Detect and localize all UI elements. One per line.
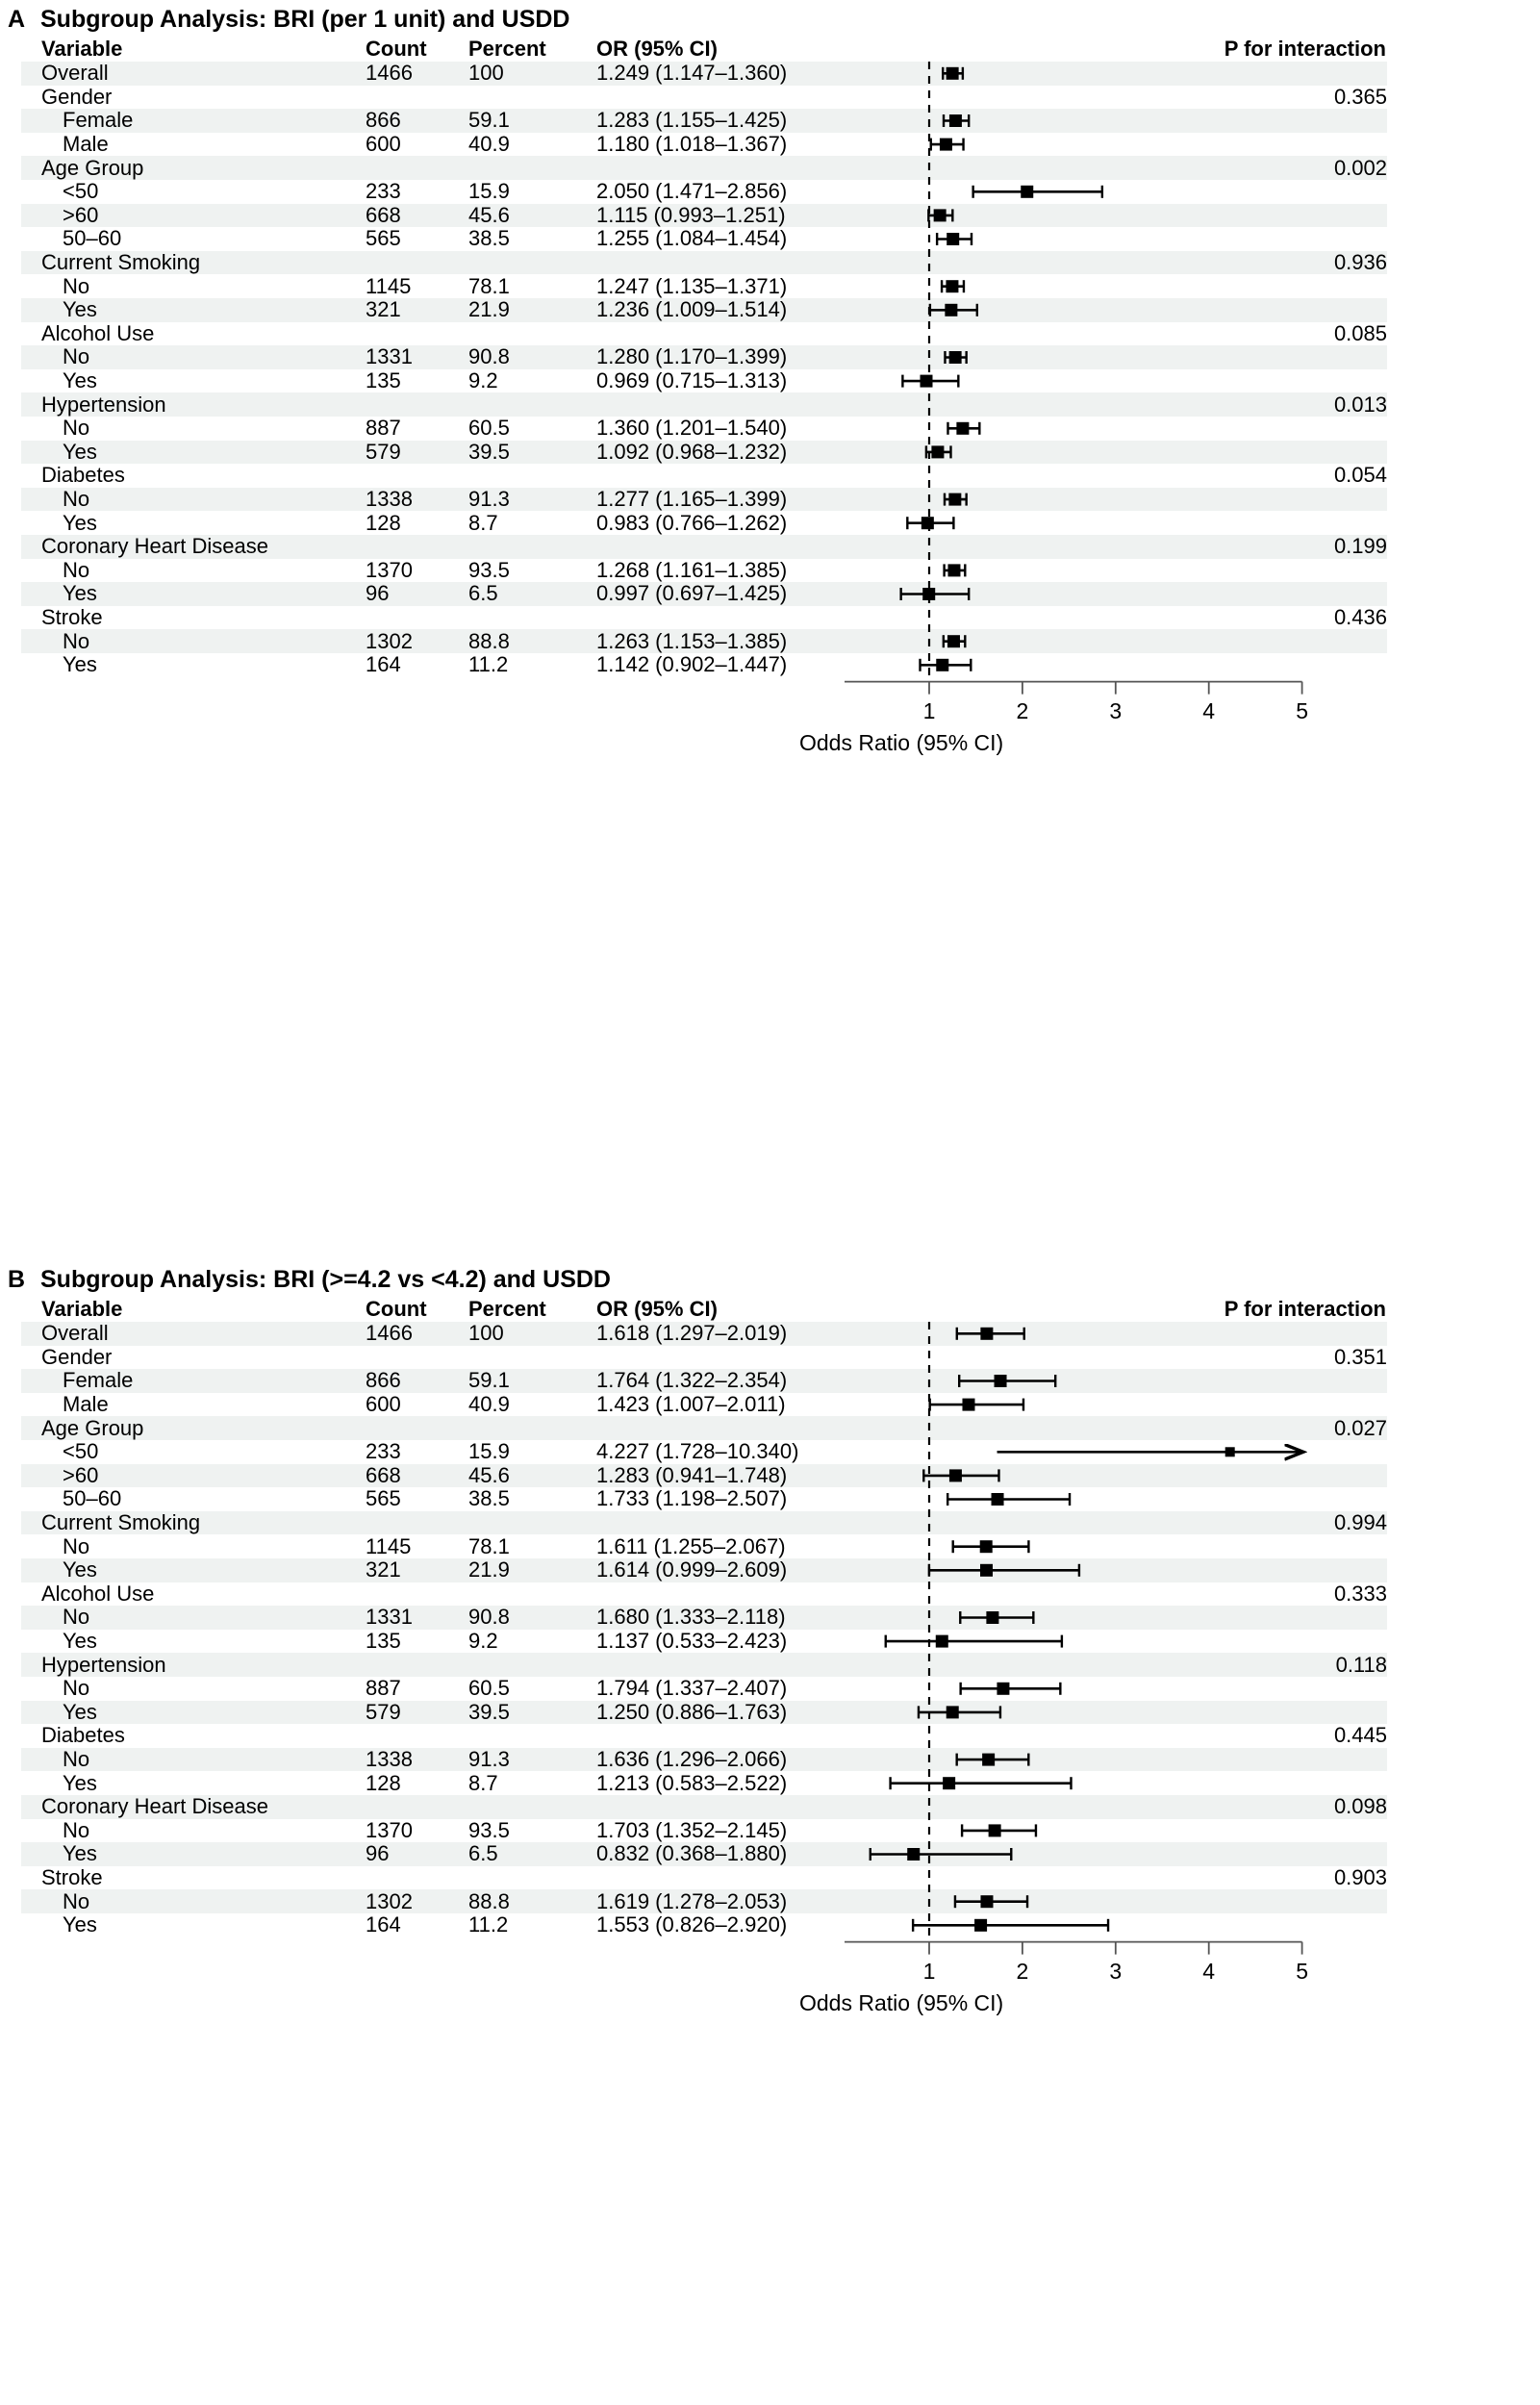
row-or-text: 1.255 (1.084–1.454) (596, 226, 788, 251)
row-label: Male (63, 132, 109, 157)
row-label: No (63, 1533, 90, 1558)
axis-title: Odds Ratio (95% CI) (799, 1989, 1004, 2015)
row-count: 866 (366, 108, 401, 133)
row-label: Female (63, 108, 134, 133)
row-count: 128 (366, 1770, 401, 1795)
row-or-text: 1.213 (0.583–2.522) (596, 1770, 788, 1795)
table-row (21, 298, 1387, 322)
table-row (21, 629, 1387, 653)
row-count: 600 (366, 1392, 401, 1417)
row-p-interaction: 0.002 (1333, 155, 1387, 180)
row-count: 668 (366, 1462, 401, 1487)
axis-tick-label: 2 (1016, 1958, 1029, 1984)
row-or-text: 1.619 (1.278–2.053) (596, 1888, 788, 1913)
row-count: 866 (366, 1368, 401, 1393)
row-label: Current Smoking (41, 250, 201, 275)
subgroup-header-row (21, 535, 1387, 559)
panel-a-title: Subgroup Analysis: BRI (per 1 unit) and USDD (40, 6, 570, 33)
axis-tick-label: 5 (1296, 697, 1308, 723)
row-or-text: 1.618 (1.297–2.019) (596, 1321, 788, 1346)
table-row (21, 1748, 1387, 1772)
axis-tick-label: 3 (1109, 1958, 1123, 1984)
subgroup-header-row (21, 392, 1387, 417)
table-row (21, 1889, 1387, 1913)
row-percent: 11.2 (468, 652, 509, 677)
table-row (21, 227, 1387, 251)
row-p-interaction: 0.333 (1333, 1581, 1387, 1606)
axis-tick-label: 5 (1296, 1958, 1308, 1984)
row-count: 135 (366, 368, 401, 393)
row-count: 1370 (366, 1817, 413, 1842)
table-row (21, 488, 1387, 512)
row-label: Yes (63, 1841, 97, 1866)
row-label: Overall (41, 61, 109, 86)
table-row (21, 274, 1387, 298)
row-percent: 78.1 (468, 1533, 510, 1558)
row-p-interaction: 0.199 (1333, 534, 1387, 559)
row-or-text: 4.227 (1.728–10.340) (596, 1439, 799, 1464)
row-label: Stroke (41, 1865, 103, 1890)
table-row (21, 345, 1387, 369)
row-or-text: 1.283 (0.941–1.748) (596, 1462, 788, 1487)
row-percent: 91.3 (468, 1747, 510, 1772)
row-label: No (63, 1888, 90, 1913)
row-percent: 15.9 (468, 179, 510, 204)
row-or-text: 1.137 (0.533–2.423) (596, 1629, 788, 1654)
row-label: Gender (41, 84, 113, 109)
row-percent: 40.9 (468, 1392, 510, 1417)
row-percent: 90.8 (468, 1605, 510, 1630)
row-or-text: 1.115 (0.993–1.251) (596, 202, 786, 227)
subgroup-header-row (21, 1724, 1387, 1748)
row-or-text: 1.680 (1.333–2.118) (596, 1605, 786, 1630)
row-count: 321 (366, 297, 401, 322)
row-label: Yes (63, 581, 97, 606)
table-row (21, 1534, 1387, 1558)
row-or-text: 1.794 (1.337–2.407) (596, 1676, 788, 1701)
row-percent: 60.5 (468, 1676, 510, 1701)
row-label: 50–60 (63, 1486, 122, 1511)
subgroup-header-row (21, 1795, 1387, 1819)
row-percent: 11.2 (468, 1912, 509, 1937)
row-percent: 21.9 (468, 1557, 510, 1582)
row-count: 1370 (366, 557, 413, 582)
row-percent: 100 (468, 1321, 504, 1346)
row-label: No (63, 1676, 90, 1701)
row-percent: 45.6 (468, 1462, 510, 1487)
row-percent: 100 (468, 61, 504, 86)
row-count: 565 (366, 1486, 401, 1511)
table-row (21, 1558, 1387, 1582)
table-row (21, 1771, 1387, 1795)
table-row (21, 511, 1387, 535)
row-percent: 93.5 (468, 557, 510, 582)
row-label: Yes (63, 652, 97, 677)
row-label: No (63, 1817, 90, 1842)
axis-tick-label: 4 (1202, 697, 1216, 723)
row-label: Alcohol Use (41, 1581, 155, 1606)
axis-tick-label: 3 (1109, 697, 1123, 723)
row-count: 668 (366, 202, 401, 227)
table-row (21, 1393, 1387, 1417)
row-count: 321 (366, 1557, 401, 1582)
row-or-text: 1.092 (0.968–1.232) (596, 439, 788, 464)
row-p-interaction: 0.054 (1333, 463, 1387, 488)
row-count: 164 (366, 652, 401, 677)
row-label: Current Smoking (41, 1510, 201, 1535)
row-label: No (63, 1747, 90, 1772)
row-count: 96 (366, 581, 390, 606)
row-count: 233 (366, 179, 401, 204)
axis-tick-label: 2 (1016, 697, 1029, 723)
row-label: Male (63, 1392, 109, 1417)
row-p-interaction: 0.085 (1333, 320, 1387, 345)
subgroup-header-row (21, 156, 1387, 180)
row-percent: 8.7 (468, 510, 498, 535)
row-p-interaction: 0.903 (1333, 1865, 1387, 1890)
subgroup-header-row (21, 1416, 1387, 1440)
row-or-text: 0.969 (0.715–1.313) (596, 368, 788, 393)
row-label: Age Group (41, 155, 144, 180)
row-percent: 78.1 (468, 273, 510, 298)
row-percent: 9.2 (468, 368, 498, 393)
row-or-text: 2.050 (1.471–2.856) (596, 179, 788, 204)
row-p-interaction: 0.118 (1335, 1652, 1387, 1677)
row-percent: 38.5 (468, 226, 510, 251)
row-label: No (63, 273, 90, 298)
column-header-percent: Percent (468, 1297, 546, 1321)
row-or-text: 1.553 (0.826–2.920) (596, 1912, 788, 1937)
row-percent: 21.9 (468, 297, 510, 322)
row-count: 1145 (366, 273, 412, 298)
table-row (21, 1630, 1387, 1654)
subgroup-header-row (21, 1346, 1387, 1370)
column-header-or: OR (95% CI) (596, 1297, 718, 1321)
table-row (21, 180, 1387, 204)
row-p-interaction: 0.365 (1333, 84, 1387, 109)
table-row (21, 417, 1387, 441)
subgroup-header-row (21, 1511, 1387, 1535)
row-count: 579 (366, 439, 401, 464)
row-percent: 88.8 (468, 628, 510, 653)
row-percent: 39.5 (468, 1699, 510, 1724)
table-row (21, 559, 1387, 583)
row-percent: 60.5 (468, 416, 510, 441)
row-count: 1302 (366, 1888, 413, 1913)
row-label: Yes (63, 297, 97, 322)
subgroup-header-row (21, 606, 1387, 630)
row-count: 1466 (366, 61, 413, 86)
table-row (21, 1606, 1387, 1630)
table-row (21, 441, 1387, 465)
subgroup-header-row (21, 1582, 1387, 1607)
row-or-text: 1.636 (1.296–2.066) (596, 1747, 788, 1772)
row-or-text: 0.832 (0.368–1.880) (596, 1841, 788, 1866)
row-label: Yes (63, 1557, 97, 1582)
row-or-text: 1.180 (1.018–1.367) (596, 132, 788, 157)
row-count: 1145 (366, 1533, 412, 1558)
row-label: Coronary Heart Disease (41, 1794, 268, 1819)
subgroup-header-row (21, 1866, 1387, 1890)
table-row (21, 204, 1387, 228)
table-row (21, 653, 1387, 677)
row-percent: 93.5 (468, 1817, 510, 1842)
row-label: >60 (63, 202, 99, 227)
row-or-text: 1.263 (1.153–1.385) (596, 628, 788, 653)
row-or-text: 1.277 (1.165–1.399) (596, 487, 788, 512)
row-count: 600 (366, 132, 401, 157)
row-or-text: 1.250 (0.886–1.763) (596, 1699, 788, 1724)
table-row (21, 582, 1387, 606)
panel-a-letter: A (8, 6, 26, 33)
table-row (21, 1487, 1387, 1511)
table-row (21, 133, 1387, 157)
row-or-text: 1.611 (1.255–2.067) (596, 1533, 786, 1558)
row-count: 1466 (366, 1321, 413, 1346)
row-or-text: 1.247 (1.135–1.371) (596, 273, 788, 298)
row-percent: 40.9 (468, 132, 510, 157)
row-or-text: 1.614 (0.999–2.609) (596, 1557, 788, 1582)
table-row (21, 1913, 1387, 1937)
row-label: Alcohol Use (41, 320, 155, 345)
row-label: 50–60 (63, 226, 122, 251)
row-or-text: 1.268 (1.161–1.385) (596, 557, 788, 582)
row-percent: 91.3 (468, 487, 510, 512)
row-count: 579 (366, 1699, 401, 1724)
row-label: Gender (41, 1344, 113, 1369)
axis-tick-label: 4 (1202, 1958, 1216, 1984)
row-p-interaction: 0.013 (1333, 392, 1387, 417)
table-row (21, 1440, 1387, 1464)
row-label: Diabetes (41, 1723, 125, 1748)
row-percent: 6.5 (468, 581, 498, 606)
row-label: Diabetes (41, 463, 125, 488)
row-count: 233 (366, 1439, 401, 1464)
subgroup-header-row (21, 251, 1387, 275)
row-label: Coronary Heart Disease (41, 534, 268, 559)
row-count: 887 (366, 416, 401, 441)
axis-tick-label: 1 (922, 1958, 936, 1984)
row-label: Yes (63, 368, 97, 393)
row-label: Stroke (41, 605, 103, 630)
row-or-text: 0.997 (0.697–1.425) (596, 581, 788, 606)
column-header-variable: Variable (41, 37, 123, 61)
row-or-text: 0.983 (0.766–1.262) (596, 510, 788, 535)
row-or-text: 1.703 (1.352–2.145) (596, 1817, 788, 1842)
row-count: 1338 (366, 1747, 413, 1772)
table-row (21, 109, 1387, 133)
row-or-text: 1.283 (1.155–1.425) (596, 108, 788, 133)
row-p-interaction: 0.994 (1333, 1510, 1387, 1535)
row-or-text: 1.764 (1.322–2.354) (596, 1368, 788, 1393)
table-row (21, 1677, 1387, 1701)
row-p-interaction: 0.436 (1333, 605, 1387, 630)
axis-tick-label: 1 (922, 697, 936, 723)
row-label: <50 (63, 1439, 99, 1464)
panel-b-letter: B (8, 1266, 26, 1293)
column-header-percent: Percent (468, 37, 546, 61)
column-header-count: Count (366, 1297, 427, 1321)
subgroup-header-row (21, 322, 1387, 346)
table-row (21, 1842, 1387, 1866)
column-header-count: Count (366, 37, 427, 61)
column-header-p-interaction: P for interaction (1224, 37, 1386, 61)
column-header-variable: Variable (41, 1297, 123, 1321)
table-row (21, 1701, 1387, 1725)
row-label: No (63, 344, 90, 369)
row-label: No (63, 487, 90, 512)
row-label: Yes (63, 510, 97, 535)
row-count: 1331 (366, 1605, 413, 1630)
row-count: 128 (366, 510, 401, 535)
row-or-text: 1.733 (1.198–2.507) (596, 1486, 788, 1511)
column-header-p-interaction: P for interaction (1224, 1297, 1386, 1321)
row-p-interaction: 0.445 (1333, 1723, 1387, 1748)
row-label: Yes (63, 1912, 97, 1937)
row-or-text: 1.280 (1.170–1.399) (596, 344, 788, 369)
axis-title: Odds Ratio (95% CI) (799, 729, 1004, 755)
table-row (21, 1464, 1387, 1488)
row-percent: 90.8 (468, 344, 510, 369)
row-percent: 38.5 (468, 1486, 510, 1511)
row-count: 164 (366, 1912, 401, 1937)
row-count: 887 (366, 1676, 401, 1701)
row-label: Female (63, 1368, 134, 1393)
row-or-text: 1.360 (1.201–1.540) (596, 416, 788, 441)
panel-b-title: Subgroup Analysis: BRI (>=4.2 vs <4.2) and USDD (40, 1266, 611, 1293)
row-label: No (63, 628, 90, 653)
row-or-text: 1.236 (1.009–1.514) (596, 297, 788, 322)
row-label: No (63, 557, 90, 582)
row-label: Overall (41, 1321, 109, 1346)
row-label: No (63, 1605, 90, 1630)
subgroup-header-row (21, 1653, 1387, 1677)
table-row (21, 1819, 1387, 1843)
row-count: 1331 (366, 344, 413, 369)
row-count: 135 (366, 1629, 401, 1654)
row-percent: 45.6 (468, 202, 510, 227)
subgroup-header-row (21, 464, 1387, 488)
row-label: Yes (63, 1770, 97, 1795)
row-or-text: 1.249 (1.147–1.360) (596, 61, 788, 86)
column-header-or: OR (95% CI) (596, 37, 718, 61)
row-count: 1302 (366, 628, 413, 653)
row-label: Yes (63, 1699, 97, 1724)
row-label: >60 (63, 1462, 99, 1487)
row-label: Hypertension (41, 1652, 166, 1677)
row-count: 1338 (366, 487, 413, 512)
row-p-interaction: 0.936 (1333, 250, 1387, 275)
row-label: Hypertension (41, 392, 166, 417)
row-percent: 39.5 (468, 439, 510, 464)
table-row (21, 62, 1387, 86)
row-p-interaction: 0.098 (1333, 1794, 1387, 1819)
row-percent: 8.7 (468, 1770, 498, 1795)
row-label: Yes (63, 439, 97, 464)
table-row (21, 369, 1387, 393)
row-label: <50 (63, 179, 99, 204)
row-percent: 88.8 (468, 1888, 510, 1913)
table-row (21, 1322, 1387, 1346)
row-percent: 9.2 (468, 1629, 498, 1654)
subgroup-header-row (21, 86, 1387, 110)
table-row (21, 1369, 1387, 1393)
row-percent: 15.9 (468, 1439, 510, 1464)
row-p-interaction: 0.351 (1333, 1344, 1387, 1369)
row-or-text: 1.142 (0.902–1.447) (596, 652, 788, 677)
row-label: No (63, 416, 90, 441)
row-or-text: 1.423 (1.007–2.011) (596, 1392, 786, 1417)
row-percent: 6.5 (468, 1841, 498, 1866)
row-label: Age Group (41, 1415, 144, 1440)
row-label: Yes (63, 1629, 97, 1654)
row-count: 565 (366, 226, 401, 251)
row-p-interaction: 0.027 (1333, 1415, 1387, 1440)
row-percent: 59.1 (468, 108, 510, 133)
row-count: 96 (366, 1841, 390, 1866)
row-percent: 59.1 (468, 1368, 510, 1393)
